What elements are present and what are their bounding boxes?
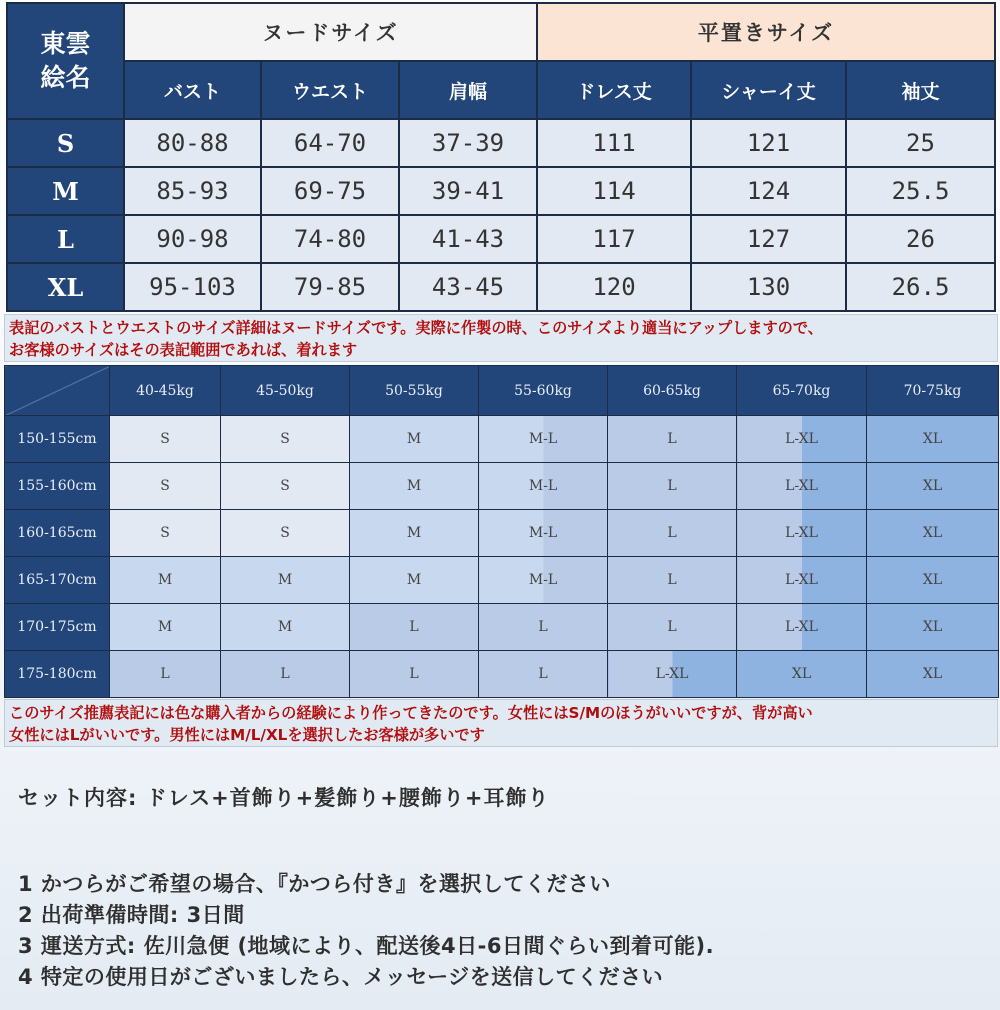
recommended-size-cell: L	[608, 416, 737, 463]
recommended-size-cell: S	[110, 463, 221, 510]
recommended-size-cell: XL	[867, 510, 999, 557]
recommended-size-cell: M	[110, 604, 221, 651]
flat-size-group-header: 平置きサイズ	[537, 3, 995, 61]
size-cell: 121	[691, 119, 846, 167]
character-name-line1: 東雲	[40, 29, 91, 58]
recommended-size-cell: M-L	[479, 510, 608, 557]
size-cell: 111	[537, 119, 691, 167]
column-header-bust: バスト	[124, 61, 261, 119]
recommended-size-cell: XL	[867, 463, 999, 510]
size-note-line2: お客様のサイズはその表記範囲であれば、着れます	[9, 341, 358, 359]
recommended-size-cell: S	[110, 416, 221, 463]
size-cell: 95-103	[124, 263, 261, 311]
table-row	[5, 651, 999, 698]
table-row	[7, 263, 995, 311]
size-cell: 79-85	[261, 263, 399, 311]
size-cell: 26.5	[846, 263, 995, 311]
size-cell: 69-75	[261, 167, 399, 215]
recommended-size-cell: M	[221, 604, 350, 651]
weight-header: 60-65kg	[608, 366, 737, 416]
recommended-size-cell: L	[350, 604, 479, 651]
recommended-size-cell: M-L	[479, 557, 608, 604]
recommended-size-cell: XL	[867, 416, 999, 463]
recommended-size-cell: L	[608, 510, 737, 557]
size-cell: 130	[691, 263, 846, 311]
nude-size-group-header: ヌードサイズ	[124, 3, 537, 61]
recommended-size-cell: M	[350, 557, 479, 604]
recommendation-note-line2: 女性にはLがいいです。男性にはM/L/XLを選択したお客様が多いです	[9, 726, 485, 744]
size-cell: 120	[537, 263, 691, 311]
row-header-size: S	[7, 119, 124, 167]
size-cell: 117	[537, 215, 691, 263]
size-cell: 127	[691, 215, 846, 263]
recommended-size-cell: XL	[867, 651, 999, 698]
set-contents: セット内容: ドレス+首飾り+髪飾り+腰飾り+耳飾り	[18, 786, 550, 810]
column-header-dress-length: ドレス丈	[537, 61, 691, 119]
recommended-size-cell: L	[110, 651, 221, 698]
size-recommendation-table	[4, 365, 999, 698]
height-header: 160-165cm	[5, 510, 110, 557]
size-cell: 43-45	[399, 263, 537, 311]
recommended-size-cell: L	[350, 651, 479, 698]
size-cell: 80-88	[124, 119, 261, 167]
table-row	[5, 416, 999, 463]
recommended-size-cell: M	[350, 416, 479, 463]
row-header-size: L	[7, 215, 124, 263]
table-row	[5, 604, 999, 651]
weight-header: 70-75kg	[867, 366, 999, 416]
weight-header: 40-45kg	[110, 366, 221, 416]
size-cell: 41-43	[399, 215, 537, 263]
recommended-size-cell: L	[608, 604, 737, 651]
height-header: 170-175cm	[5, 604, 110, 651]
size-cell: 37-39	[399, 119, 537, 167]
column-header-sleeve-length: 袖丈	[846, 61, 995, 119]
table-row	[5, 557, 999, 604]
character-name	[7, 3, 124, 119]
size-cell: 114	[537, 167, 691, 215]
weight-header: 65-70kg	[737, 366, 867, 416]
recommended-size-cell: L-XL	[737, 416, 867, 463]
info-line-wig: 1 かつらがご希望の場合、『かつら付き』を選択してください	[18, 872, 611, 896]
info-line-shipping-method: 3 運送方式: 佐川急便 (地域により、配送後4日-6日間ぐらい到着可能).	[18, 934, 715, 958]
recommendation-note	[4, 699, 998, 747]
recommended-size-cell: L	[479, 604, 608, 651]
recommended-size-cell: XL	[867, 604, 999, 651]
recommended-size-cell: M	[221, 557, 350, 604]
recommended-size-cell: S	[110, 510, 221, 557]
height-header: 165-170cm	[5, 557, 110, 604]
table-corner-diagonal	[5, 366, 110, 416]
recommended-size-cell: L-XL	[737, 557, 867, 604]
weight-header: 50-55kg	[350, 366, 479, 416]
size-cell: 85-93	[124, 167, 261, 215]
row-header-size: XL	[7, 263, 124, 311]
column-header-shoulder: 肩幅	[399, 61, 537, 119]
recommendation-note-line1: このサイズ推薦表記には色な購入者からの経験により作ってきたのです。女性にはS/Mのほうがいいですが、背が高い	[9, 704, 813, 722]
row-header-size: M	[7, 167, 124, 215]
size-note	[4, 314, 998, 362]
size-cell: 90-98	[124, 215, 261, 263]
info-line-shipping-time: 2 出荷準備時間: 3日間	[18, 903, 245, 927]
recommended-size-cell: L-XL	[737, 510, 867, 557]
weight-header: 55-60kg	[479, 366, 608, 416]
size-cell: 124	[691, 167, 846, 215]
table-row	[7, 215, 995, 263]
recommended-size-cell: S	[221, 510, 350, 557]
recommended-size-cell: M	[350, 510, 479, 557]
recommended-size-cell: L-XL	[737, 604, 867, 651]
recommended-size-cell: L	[221, 651, 350, 698]
size-cell: 25	[846, 119, 995, 167]
recommended-size-cell: S	[221, 463, 350, 510]
recommended-size-cell: XL	[737, 651, 867, 698]
recommended-size-cell: L-XL	[608, 651, 737, 698]
table-row	[5, 463, 999, 510]
recommended-size-cell: M-L	[479, 416, 608, 463]
recommended-size-cell: L	[608, 557, 737, 604]
recommended-size-cell: M	[110, 557, 221, 604]
weight-header: 45-50kg	[221, 366, 350, 416]
column-header-waist: ウエスト	[261, 61, 399, 119]
height-header: 150-155cm	[5, 416, 110, 463]
recommended-size-cell: L	[608, 463, 737, 510]
table-row	[7, 119, 995, 167]
product-info	[18, 782, 714, 993]
column-header-shirt-length: シャーイ丈	[691, 61, 846, 119]
recommended-size-cell: M-L	[479, 463, 608, 510]
size-cell: 39-41	[399, 167, 537, 215]
info-line-usage-date: 4 特定の使用日がございましたら、メッセージを送信してください	[18, 965, 664, 989]
height-header: 155-160cm	[5, 463, 110, 510]
size-cell: 25.5	[846, 167, 995, 215]
table-row	[7, 167, 995, 215]
recommended-size-cell: L	[479, 651, 608, 698]
size-table	[6, 2, 996, 312]
character-name-line2: 絵名	[40, 63, 91, 92]
size-note-line1: 表記のバストとウエストのサイズ詳細はヌードサイズです。実際に作製の時、このサイズより適当にアップしますので、	[9, 319, 823, 337]
recommended-size-cell: XL	[867, 557, 999, 604]
recommended-size-cell: L-XL	[737, 463, 867, 510]
size-cell: 64-70	[261, 119, 399, 167]
table-row	[5, 510, 999, 557]
recommended-size-cell: S	[221, 416, 350, 463]
recommended-size-cell: M	[350, 463, 479, 510]
height-header: 175-180cm	[5, 651, 110, 698]
size-cell: 74-80	[261, 215, 399, 263]
size-cell: 26	[846, 215, 995, 263]
